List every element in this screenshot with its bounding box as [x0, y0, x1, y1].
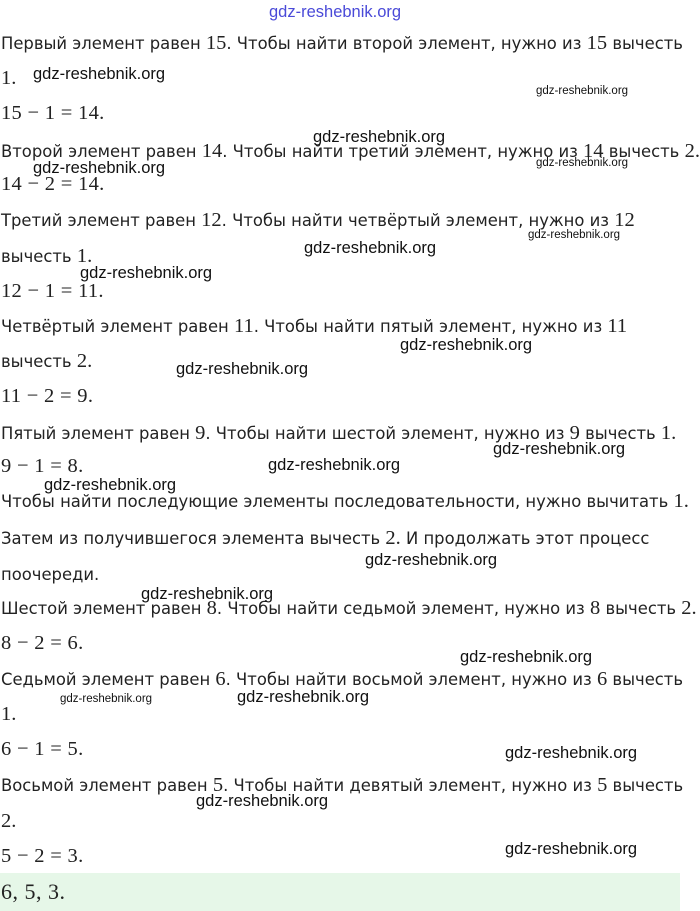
step-8-equation: 5 − 2 = 3.: [1, 845, 84, 867]
watermark: gdz-reshebnik.org: [33, 159, 166, 177]
text: Восьмой элемент равен: [1, 776, 213, 795]
text: вычесть: [607, 34, 683, 53]
step-3-equation: 12 − 1 = 11.: [1, 280, 104, 302]
watermark: gdz-reshebnik.org: [493, 440, 626, 458]
number: 8: [590, 597, 601, 619]
number: 1.: [673, 490, 689, 512]
text: вычесть: [603, 142, 685, 161]
watermark: gdz-reshebnik.org: [141, 585, 274, 603]
step-1-equation: 15 − 1 = 14.: [1, 102, 105, 124]
step-8-subtrahend: 2.: [1, 810, 17, 832]
watermark: gdz-reshebnik.org: [60, 693, 153, 705]
number: 12: [201, 209, 222, 231]
watermark: gdz-reshebnik.org: [460, 648, 593, 666]
watermark-header: gdz-reshebnik.org: [269, 3, 402, 21]
step-7-subtrahend: 1.: [1, 703, 17, 725]
text: Шестой элемент равен: [1, 599, 207, 618]
number: 1.: [660, 422, 677, 444]
number: 9: [569, 422, 580, 444]
text: Второй элемент равен: [1, 142, 202, 161]
watermark: gdz-reshebnik.org: [505, 840, 638, 858]
step-7-equation: 6 − 1 = 5.: [1, 738, 84, 760]
number: 2.: [681, 597, 697, 619]
watermark: gdz-reshebnik.org: [80, 264, 213, 282]
number: 6: [596, 668, 608, 690]
text: вычесть: [607, 670, 684, 689]
number: 1.: [76, 245, 93, 267]
text: вычесть: [600, 599, 682, 618]
text: . Чтобы найти седьмой элемент, нужно из: [216, 599, 590, 618]
text: Пятый элемент равен: [1, 424, 196, 443]
watermark: gdz-reshebnik.org: [176, 360, 309, 378]
number: 2.: [76, 350, 93, 372]
number: 2.: [684, 140, 700, 162]
number: 11: [233, 315, 254, 337]
watermark: gdz-reshebnik.org: [33, 65, 166, 83]
number: 8: [206, 597, 217, 619]
text: . Чтобы найти третий элемент, нужно из: [222, 142, 584, 161]
number: 5: [212, 774, 224, 796]
text: вычесть: [607, 776, 684, 795]
step-4-text: [1, 315, 627, 338]
answer-text: 6, 5, 3.: [1, 879, 66, 904]
watermark: gdz-reshebnik.org: [536, 157, 629, 169]
watermark: gdz-reshebnik.org: [304, 239, 437, 257]
number: 6: [215, 668, 226, 690]
watermark: gdz-reshebnik.org: [237, 688, 370, 706]
number: 9: [195, 422, 206, 444]
number: 11: [607, 315, 628, 337]
number: 5: [597, 774, 608, 796]
step-8-text: [1, 774, 683, 797]
text: . Чтобы найти шестой элемент, нужно из: [205, 424, 570, 443]
step-1-text: [1, 32, 683, 55]
text: . Чтобы найти второй элемент, нужно из: [226, 34, 587, 53]
step-6-text: [1, 597, 697, 620]
watermark: gdz-reshebnik.org: [268, 456, 401, 474]
text: . Чтобы найти четвёртый элемент, нужно из: [221, 211, 615, 230]
text: Затем из получившегося элемента вычесть: [1, 529, 386, 548]
step-3-text-cont: [1, 245, 92, 268]
text: . Чтобы найти пятый элемент, нужно из: [253, 317, 608, 336]
watermark: gdz-reshebnik.org: [536, 85, 629, 97]
text: вычесть: [1, 352, 77, 371]
text: Третий элемент равен: [1, 211, 202, 230]
text: Чтобы найти последующие элементы последовательности, нужно вычитать: [1, 492, 674, 511]
number: 12: [614, 209, 635, 231]
step-4-text-cont: [1, 350, 92, 373]
text: Седьмой элемент равен: [1, 670, 216, 689]
number: 15: [586, 32, 608, 54]
text: вычесть: [1, 247, 77, 266]
rule-line-2: [1, 527, 649, 550]
text: Первый элемент равен: [1, 34, 206, 53]
step-5-equation: 9 − 1 = 8.: [1, 455, 84, 477]
number: 15: [205, 32, 227, 54]
watermark: gdz-reshebnik.org: [505, 744, 638, 762]
watermark: gdz-reshebnik.org: [528, 229, 621, 241]
watermark: gdz-reshebnik.org: [400, 336, 533, 354]
text: И продолжать этот процесс: [400, 529, 650, 548]
step-1-subtrahend: 1.: [1, 67, 17, 89]
watermark: gdz-reshebnik.org: [196, 792, 329, 810]
step-4-equation: 11 − 2 = 9.: [1, 385, 94, 407]
step-2-equation: 14 − 2 = 14.: [1, 173, 105, 195]
watermark: gdz-reshebnik.org: [365, 551, 498, 569]
text: вычесть: [579, 424, 661, 443]
rule-line-3: поочереди.: [1, 565, 100, 584]
number: 2.: [385, 527, 401, 549]
watermark: gdz-reshebnik.org: [313, 128, 446, 146]
text: Четвёртый элемент равен: [1, 317, 234, 336]
text: . Чтобы найти девятый элемент, нужно из: [223, 776, 598, 795]
text: . Чтобы найти восьмой элемент, нужно из: [225, 670, 597, 689]
answer-box: [0, 873, 680, 911]
number: 14: [583, 140, 604, 162]
number: 14: [201, 140, 223, 162]
watermark: gdz-reshebnik.org: [44, 476, 177, 494]
step-6-equation: 8 − 2 = 6.: [1, 632, 84, 654]
